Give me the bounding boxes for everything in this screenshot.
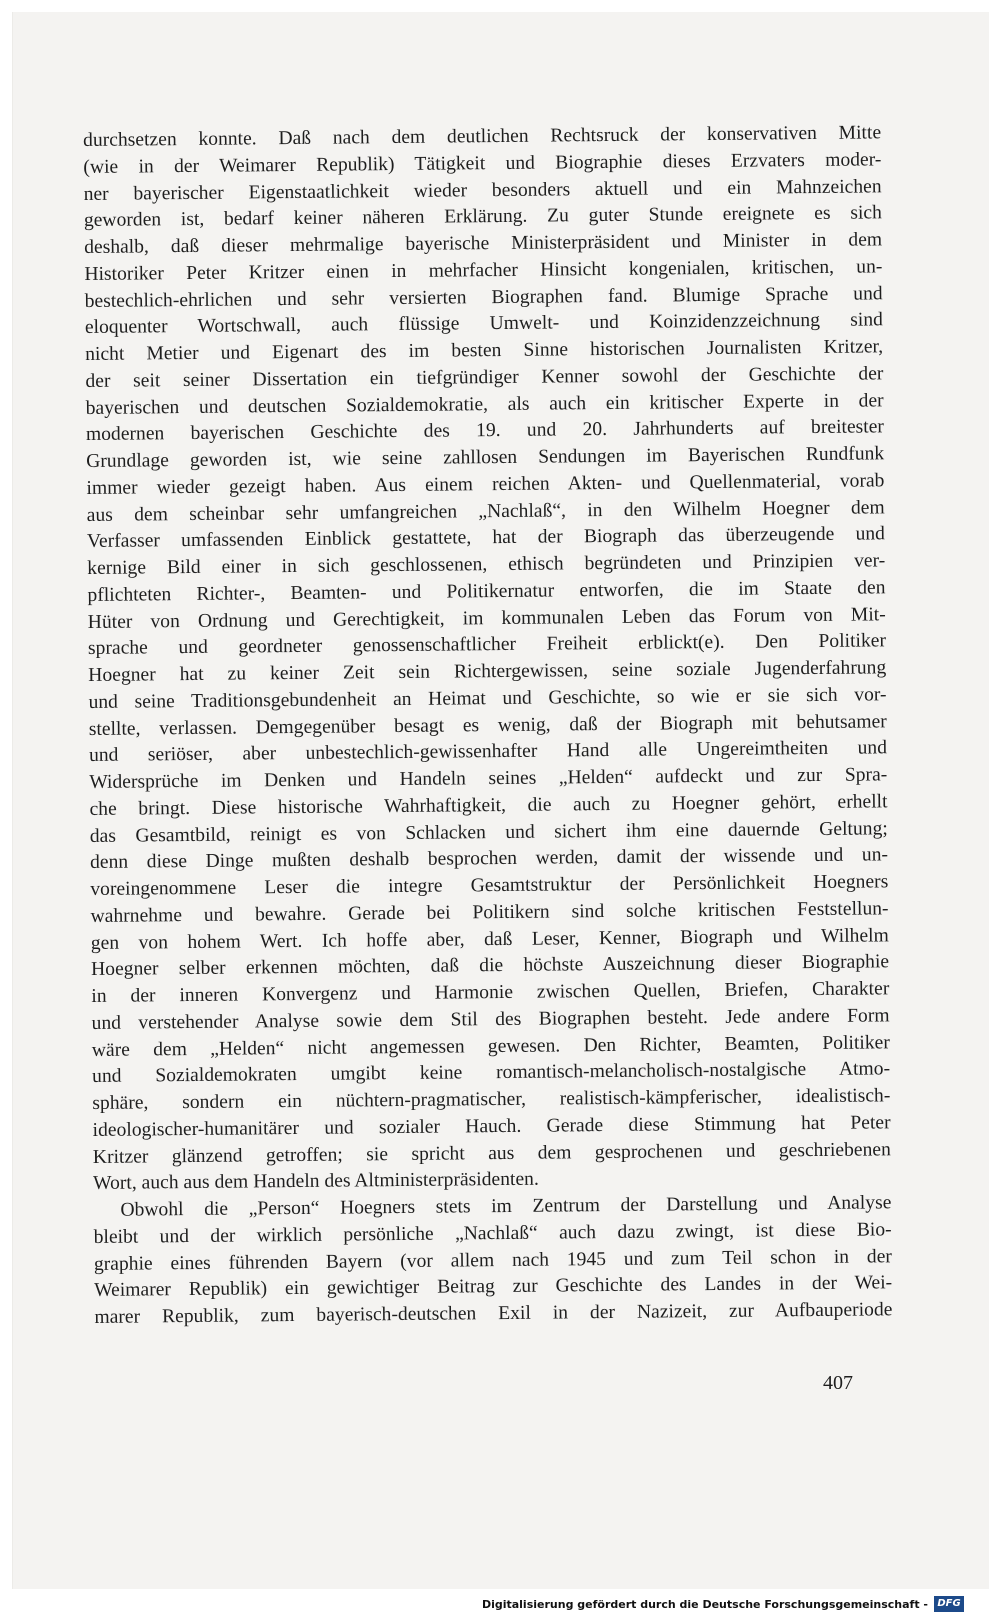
text-line: und seine Traditionsgebundenheit an Heimat und Geschichte, so wie er sie sich vor-: [88, 684, 887, 713]
scanned-page: [12, 12, 989, 1589]
text-line: modernen bayerischen Geschichte des 19. und 20. Jahrhunderts auf breitester: [85, 416, 885, 446]
text-line: und Sozialdemokraten umgibt keine romantisch-melancholisch-nostalgische Atmo-: [92, 1058, 891, 1088]
text-line: ideologischer-humanitärer und sozialer Hauch. Gerade diese Stimmung hat Peter: [92, 1112, 891, 1141]
text-line: geworden ist, bedarf keiner näheren Erklärung. Zu guter Stunde ereignete es sich: [83, 202, 882, 232]
body-text: [83, 120, 893, 1331]
dfg-logo-icon: DFG: [934, 1596, 964, 1612]
text-line: und verstehender Analyse sowie dem Stil des Biographen besteht. Jede andere Form: [91, 1005, 890, 1034]
text-line: immer wieder gezeigt haben. Aus einem reichen Akten- und Quellenmaterial, vorab: [86, 470, 885, 499]
text-line: Obwohl die „Person“ Hoegners stets im Zentrum der Darstellung und Analyse: [120, 1192, 892, 1221]
text-line: (wie in der Weimarer Republik) Tätigkeit und Biographie dieses Erzvaters moder-: [83, 149, 882, 178]
text-line: Wort, auch aus dem Handeln des Altministerpräsidenten.: [93, 1168, 539, 1195]
text-line: sprache und geordneter genossenschaftlicher Freiheit erblickt(e). Den Politiker: [87, 630, 887, 660]
text-line: wahrnehme und bewahre. Gerade bei Politikern sind solche kritischen Feststellun-: [90, 898, 889, 927]
text-line: eloquenter Wortschwall, auch flüssige Umwelt- und Koinzidenzzeichnung sind: [84, 309, 883, 339]
text-line: bayerischen und deutschen Sozialdemokratie, als auch ein kritischer Experte in der: [85, 389, 884, 419]
text-line: Hüter von Ordnung und Gerechtigkeit, im kommunalen Leben das Forum von Mit-: [87, 603, 886, 633]
page-number: 407: [823, 1372, 853, 1394]
text-line: wäre dem „Helden“ nicht angemessen gewesen. Den Richter, Beamten, Politiker: [91, 1031, 890, 1061]
funding-notice: Digitalisierung gefördert durch die Deutsche Forschungsgemeinschaft -: [481, 1598, 928, 1611]
text-line: Hoegner hat zu keiner Zeit sein Richtergewissen, seine soziale Jugenderfahrung: [88, 657, 887, 686]
text-line: kernige Bild einer in sich geschlossenen, ethisch begründeten und Prinzipien ver-: [87, 550, 886, 579]
text-line: bleibt und der wirklich persönliche „Nachlaß“ auch dazu zwingt, ist diese Bio-: [93, 1219, 892, 1248]
text-line: pflichteten Richter-, Beamten- und Politikernatur entworfen, die im Staate den: [87, 577, 886, 606]
text-line: der seit seiner Dissertation ein tiefgründiger Kenner sowohl der Geschichte der: [85, 363, 884, 392]
text-line: bestechlich-ehrlichen und sehr versierten Biographen fand. Blumige Sprache und: [84, 282, 883, 312]
text-line: das Gesamtbild, reinigt es von Schlacken und sichert ihm eine dauernde Geltung;: [89, 817, 888, 847]
text-line: Grundlage geworden ist, wie seine zahllosen Sendungen im Bayerischen Rundfunk: [86, 443, 885, 472]
text-line: nicht Metier und Eigenart des im besten Sinne historischen Journalisten Kritzer,: [85, 336, 884, 365]
text-line: Widersprüche im Denken und Handeln seines „Helden“ aufdeckt und zur Spra-: [89, 764, 888, 793]
text-line: und seriöser, aber unbestechlich-gewissenhafter Hand alle Ungereimtheiten und: [88, 737, 888, 767]
text-line: aus dem scheinbar sehr umfangreichen „Nachlaß“, in den Wilhelm Hoegner dem: [86, 496, 885, 526]
text-line: marer Republik, zum bayerisch-deutschen Exil in der Nazizeit, zur Aufbauperiode: [94, 1299, 893, 1328]
text-line: che bringt. Diese historische Wahrhaftigkeit, die auch zu Hoegner gehört, erhellt: [89, 791, 888, 820]
digitization-footer: [0, 1592, 1000, 1621]
text-line: durchsetzen konnte. Daß nach dem deutlichen Rechtsruck der konservativen Mitte: [83, 122, 882, 151]
text-line: denn diese Dinge mußten deshalb besprochen werden, damit der wissende und un-: [89, 844, 889, 874]
text-line: ner bayerischer Eigenstaatlichkeit wieder besonders aktuell und ein Mahnzeichen: [83, 175, 882, 205]
text-line: deshalb, daß dieser mehrmalige bayerische Ministerpräsident und Minister in dem: [84, 229, 883, 258]
text-line: gen von hohem Wert. Ich hoffe aber, daß Leser, Kenner, Biograph und Wilhelm: [90, 924, 889, 954]
text-line: graphie eines führenden Bayern (vor allem nach 1945 und zum Teil schon in der: [93, 1245, 892, 1275]
text-line: stellte, verlassen. Demgegenüber besagt es wenig, daß der Biograph mit behutsamer: [88, 710, 887, 740]
text-line: Hoegner selber erkennen möchten, daß die höchste Auszeichnung dieser Biographie: [90, 951, 890, 981]
text-line: voreingenommene Leser die integre Gesamtstruktur der Persönlichkeit Hoegners: [90, 871, 889, 900]
text-line: Verfasser umfassenden Einblick gestattete, hat der Biograph das überzeugende und: [86, 523, 886, 553]
text-line: Historiker Peter Kritzer einen in mehrfacher Hinsicht kongenialen, kritischen, un-: [84, 256, 883, 285]
text-line: in der inneren Konvergenz und Harmonie zwischen Quellen, Briefen, Charakter: [91, 978, 890, 1007]
text-line: Kritzer glänzend getroffen; sie spricht aus dem gesprochenen und geschriebenen: [92, 1138, 891, 1168]
text-line: sphäre, sondern ein nüchtern-pragmatischer, realistisch-kämpferischer, idealistisch-: [92, 1085, 891, 1114]
text-line: Weimarer Republik) ein gewichtiger Beitrag zur Geschichte des Landes in der Wei-: [94, 1272, 893, 1302]
